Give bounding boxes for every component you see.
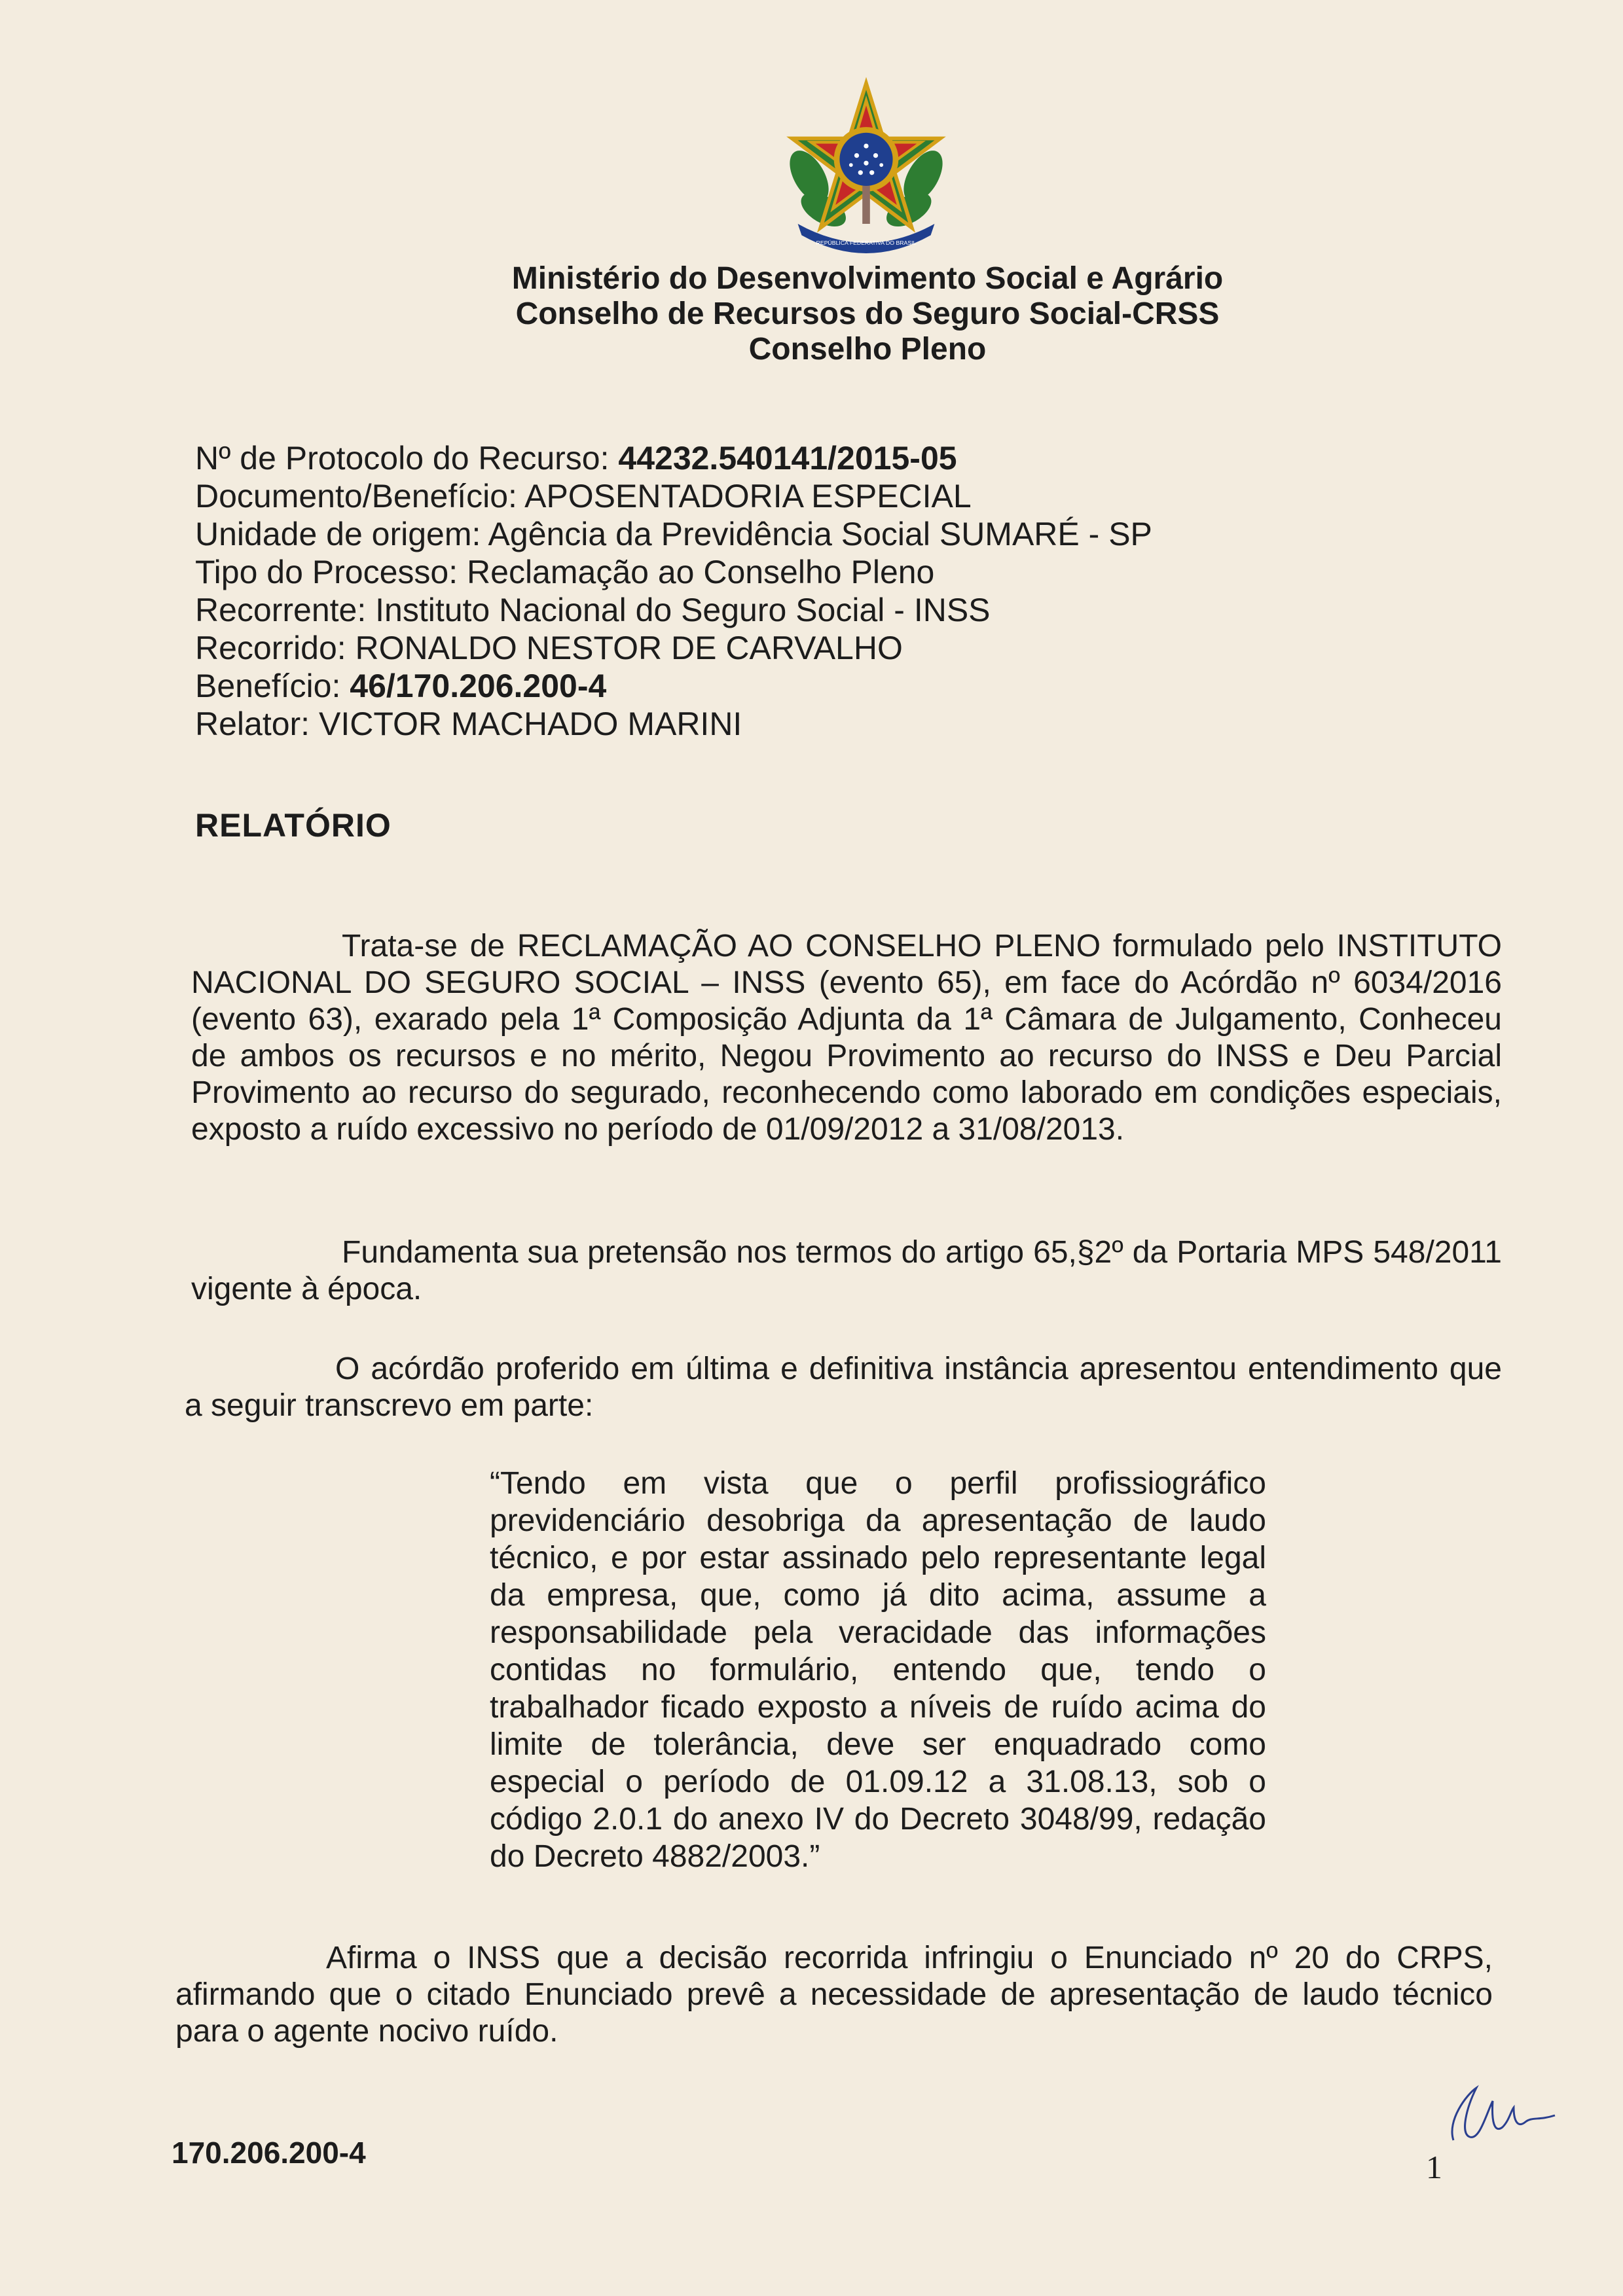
- protocol-label: Nº de Protocolo do Recurso:: [195, 440, 610, 476]
- appellant-label: Recorrente:: [195, 592, 367, 628]
- paragraph-complaint: Trata-se de RECLAMAÇÃO AO CONSELHO PLENO formulado pelo INSTITUTO NACIONAL DO SEGURO SOCIAL – INSS (evento 65), em face do Acórdão nº 6034/2016 (evento 63), exarado pela 1ª Composição Adjunta da 1ª Câmara de Julgamento, Conheceu de ambos os recursos e no mérito, Negou Provimento ao recurso do INSS e Deu Parcial Provimento ao recurso do segurado, reconhecendo como laborado em condições especiais, exposto a ruído excessivo no período de 01/09/2012 a 31/08/2013.: [191, 929, 1502, 1147]
- protocol-value: 44232.540141/2015-05: [618, 440, 957, 476]
- emblem-ring-text: REPÚBLICA FEDERATIVA DO BRASIL: [816, 239, 917, 246]
- protocol-line: [195, 440, 957, 476]
- origin-label: Unidade de origem:: [195, 516, 481, 552]
- chamber-name: Conselho Pleno: [748, 332, 987, 367]
- benefit-line: [195, 668, 606, 704]
- document-value: APOSENTADORIA ESPECIAL: [524, 478, 972, 514]
- appellee-value: RONALDO NESTOR DE CARVALHO: [355, 630, 903, 666]
- appellee-label: Recorrido:: [195, 630, 346, 666]
- appellant-value: Instituto Nacional do Seguro Social - INSS: [375, 592, 991, 628]
- origin-line: [195, 516, 1152, 552]
- benefit-label: Benefício:: [195, 668, 341, 704]
- paragraph-inss-claim: Afirma o INSS que a decisão recorrida infringiu o Enunciado nº 20 do CRPS, afirmando que o citado Enunciado prevê a necessidade de apresentação de laudo técnico para o agente nocivo ruído.: [175, 1941, 1493, 2049]
- process-type-label: Tipo do Processo:: [195, 554, 458, 590]
- process-type-value: Reclamação ao Conselho Pleno: [467, 554, 935, 590]
- process-type-line: [195, 554, 934, 590]
- document-label: Documento/Benefício:: [195, 478, 517, 514]
- appellant-line: [195, 592, 991, 628]
- document-line: [195, 478, 972, 514]
- council-name: Conselho de Recursos do Seguro Social-CRSS: [515, 296, 1220, 331]
- footer-benefit-code: 170.206.200-4: [172, 2136, 366, 2170]
- rapporteur-line: [195, 706, 742, 742]
- page-number: 1: [1426, 2149, 1442, 2185]
- ministry-name: Ministério do Desenvolvimento Social e Agrário: [511, 261, 1224, 296]
- rapporteur-value: VICTOR MACHADO MARINI: [318, 706, 742, 742]
- section-title: RELATÓRIO: [195, 807, 392, 844]
- rapporteur-label: Relator:: [195, 706, 310, 742]
- paragraph-grounds: Fundamenta sua pretensão nos termos do artigo 65,§2º da Portaria MPS 548/2011 vigente à época.: [191, 1235, 1502, 1306]
- paragraph-judgment-intro: O acórdão proferido em última e definitiva instância apresentou entendimento que a seguir transcrevo em parte:: [185, 1352, 1502, 1423]
- signature-icon: [1440, 2075, 1565, 2153]
- block-quote: “Tendo em vista que o perfil profissiográfico previdenciário desobriga da apresentação de laudo técnico, e por estar assinado pelo representante legal da empresa, que, como já dito acima, assume a responsabilidade pela veracidade das informações contidas no formulário, entendo que, tendo o trabalhador ficado exposto a níveis de ruído acima do limite de tolerância, deve ser enquadrado como especial o período de 01.09.12 a 31.08.13, sob o código 2.0.1 do anexo IV do Decreto 3048/99, redação do Decreto 4882/2003.”: [490, 1466, 1266, 1874]
- appellee-line: [195, 630, 903, 666]
- origin-value: Agência da Previdência Social SUMARÉ - SP: [488, 516, 1152, 552]
- brazil-coat-of-arms-icon: [771, 72, 961, 262]
- benefit-value: 46/170.206.200-4: [350, 668, 607, 704]
